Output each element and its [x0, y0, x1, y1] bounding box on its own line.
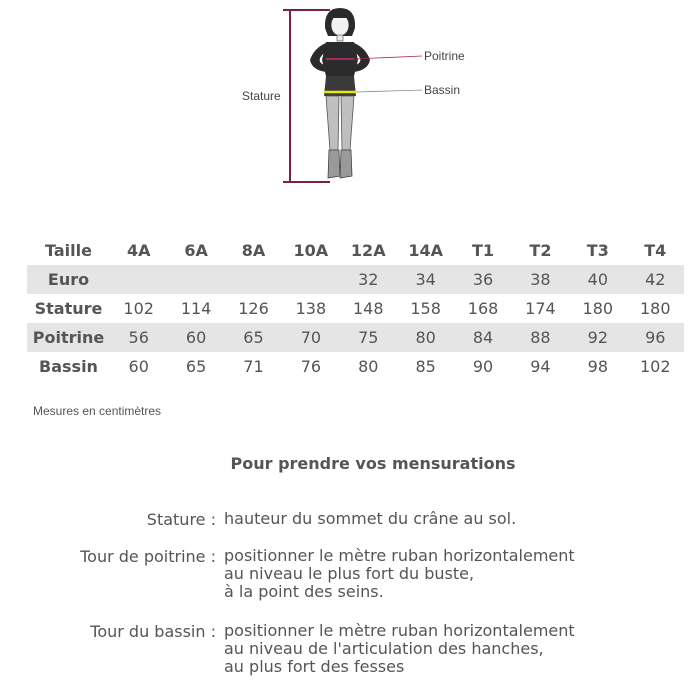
table-cell: 168	[467, 299, 499, 318]
hip-guide-label: Tour du bassin :	[90, 622, 216, 641]
row-label: Poitrine	[27, 323, 110, 352]
table-cell: 40	[569, 265, 626, 294]
table-cell: 180	[639, 299, 671, 318]
table-cell: 65	[225, 323, 282, 352]
table-cell: 98	[587, 357, 608, 376]
header-cell: Taille	[45, 241, 92, 260]
header-cell: 12A	[350, 241, 386, 260]
table-cell	[225, 265, 282, 294]
header-cell: 10A	[293, 241, 329, 260]
table-cell: 96	[627, 323, 684, 352]
left-leg	[326, 96, 339, 150]
header-cell: 8A	[241, 241, 266, 260]
stature-guide-description	[224, 510, 516, 528]
table-row-stature	[27, 294, 684, 323]
table-row-euro	[27, 265, 684, 294]
table-cell: 92	[569, 323, 626, 352]
table-cell: 180	[582, 299, 614, 318]
table-cell: 71	[243, 357, 264, 376]
table-cell: 70	[282, 323, 339, 352]
description-line: au niveau de l'articulation des hanches,	[224, 639, 544, 658]
table-cell: 80	[397, 323, 454, 352]
measurement-figure	[230, 0, 490, 192]
table-cell: 38	[512, 265, 569, 294]
table-cell: 76	[300, 357, 322, 376]
table-cell: 80	[358, 357, 379, 376]
table-cell: 36	[454, 265, 511, 294]
description-line: au niveau le plus fort du buste,	[224, 564, 475, 583]
description-line: au plus fort des fesses	[224, 657, 405, 676]
header-cell: 14A	[408, 241, 443, 260]
table-cell	[110, 265, 167, 294]
hip-guide-description	[224, 622, 575, 676]
table-cell: 42	[627, 265, 684, 294]
left-boot	[328, 150, 340, 178]
table-cell: 60	[167, 323, 224, 352]
header-cell: T4	[644, 241, 667, 260]
table-cell: 84	[454, 323, 511, 352]
table-cell: 65	[185, 357, 207, 376]
description-line: positionner le mètre ruban horizontalement	[224, 546, 575, 565]
table-cell: 94	[530, 357, 551, 376]
table-cell: 126	[238, 299, 269, 318]
stature-guide-label: Stature :	[146, 510, 216, 529]
table-cell: 34	[397, 265, 454, 294]
right-leg	[341, 96, 354, 150]
table-cell: 174	[525, 299, 556, 318]
table-row-chest	[27, 323, 684, 352]
unit-note: Mesures en centimètres	[33, 404, 162, 418]
stature-figure-label: Stature	[242, 89, 281, 103]
description-line: hauteur du sommet du crâne au sol.	[224, 509, 517, 528]
table-cell: 88	[512, 323, 569, 352]
table-header-row	[27, 236, 684, 265]
table-cell: 75	[340, 323, 397, 352]
chest-guide-description	[224, 547, 575, 601]
row-label: Bassin	[39, 357, 98, 376]
hip-pointer	[356, 90, 422, 92]
table-row-hip	[27, 352, 684, 381]
table-cell: 102	[639, 357, 671, 376]
table-cell: 148	[352, 299, 384, 318]
description-line: à la point des seins.	[224, 582, 384, 601]
header-cell: T2	[529, 241, 552, 260]
table-cell: 85	[415, 357, 436, 376]
header-cell: 6A	[184, 241, 208, 260]
table-cell: 138	[295, 299, 327, 318]
table-cell	[167, 265, 224, 294]
table-cell: 114	[180, 299, 212, 318]
table-cell: 90	[472, 357, 494, 376]
row-label: Stature	[34, 299, 103, 318]
guide-title: Pour prendre vos mensurations	[230, 454, 516, 473]
hip-figure-label: Bassin	[424, 83, 461, 97]
table-cell	[282, 265, 339, 294]
row-label: Euro	[27, 265, 110, 294]
right-boot	[340, 150, 352, 178]
table-cell: 32	[340, 265, 397, 294]
header-cell: 4A	[126, 241, 151, 260]
size-chart-table	[27, 236, 684, 381]
table-cell: 102	[123, 299, 154, 318]
description-line: positionner le mètre ruban horizontalement	[224, 621, 575, 640]
header-cell: T1	[472, 241, 495, 260]
table-cell: 56	[110, 323, 167, 352]
header-cell: T3	[586, 241, 609, 260]
chest-figure-label: Poitrine	[424, 49, 465, 63]
table-cell: 158	[410, 299, 441, 318]
table-cell: 60	[128, 357, 149, 376]
chest-guide-label: Tour de poitrine :	[80, 547, 216, 566]
